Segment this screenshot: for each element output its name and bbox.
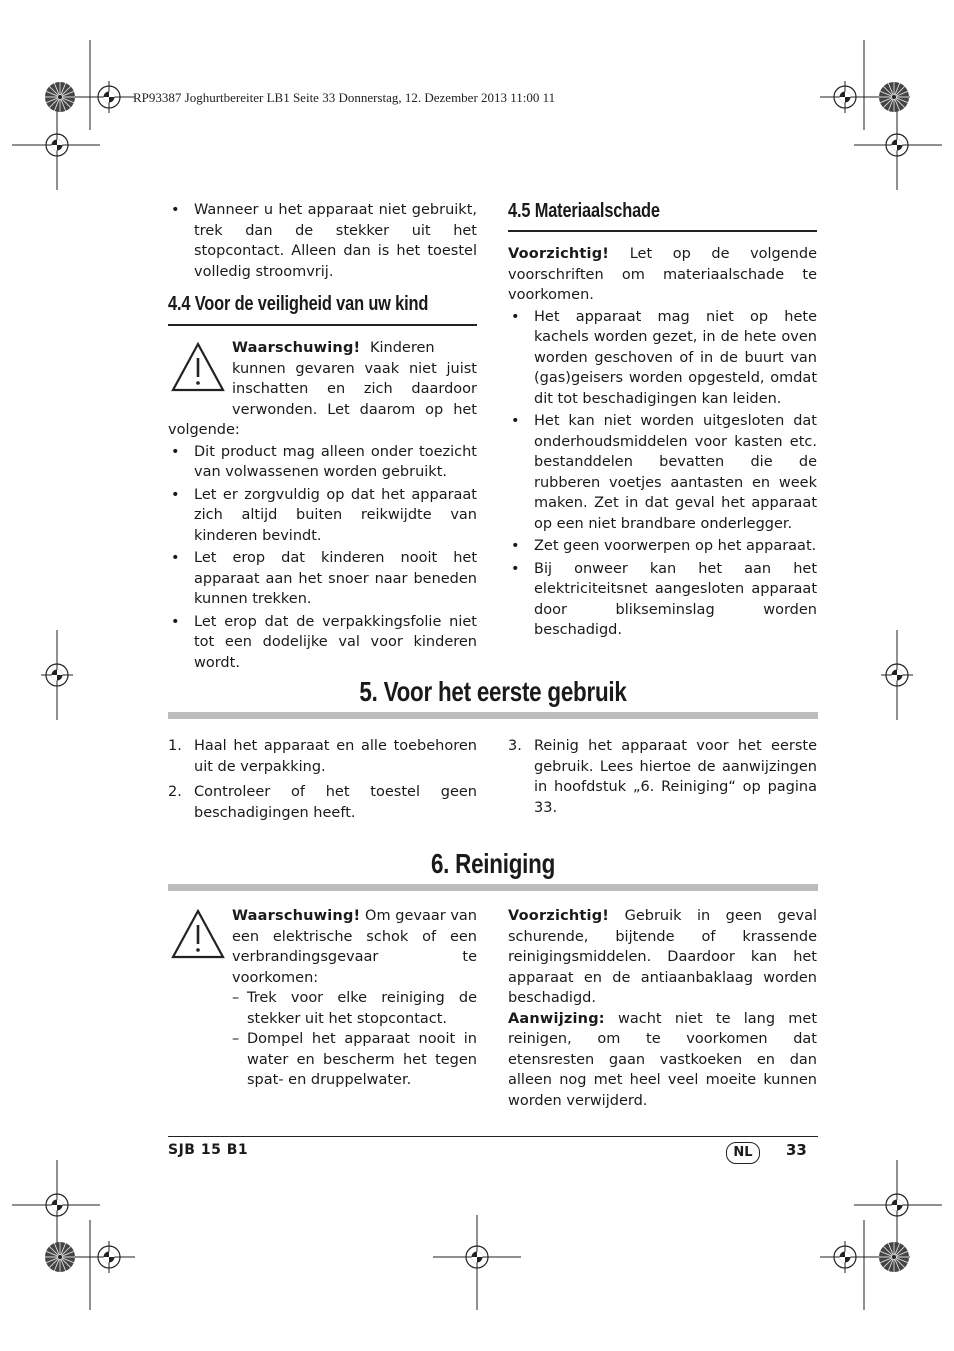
bullet-marker: • <box>171 550 180 566</box>
list-item <box>168 485 477 547</box>
warning-block-6 <box>232 906 477 1091</box>
heading-rule <box>508 230 817 232</box>
warning-label: Waarschuwing! <box>232 340 361 356</box>
right-column <box>508 244 817 643</box>
bullet-marker: • <box>171 486 180 503</box>
list-item-text: Let erop dat de verpakkingsfolie niet tot een dodelijke val voor kinderen wordt. <box>194 613 477 671</box>
list-item: – Trek voor elke reiniging de stekker uit het stopcontact. <box>232 990 477 1027</box>
list-item <box>168 548 477 610</box>
caution-text: Let op de volgende voorschriften om materiaalschade te voorkomen. <box>508 246 817 303</box>
list-item-text: Let er zorgvuldig op dat het apparaat zich altijd buiten reikwijdte van kinderen bevindt. <box>194 486 477 544</box>
caution-text: Gebruik in geen geval schurende, bijtende of krassende reinigingsmiddelen. Daardoor kan het apparaat en de antiaanbaklaag worden beschadigd. <box>508 908 817 1006</box>
warning-text: Kinderen kunnen gevaren vaak niet juist inschatten en zich daardoor verwonden. Let daarom op het volgende: <box>168 340 477 438</box>
bullet-list-4-4 <box>168 442 477 674</box>
bullet-marker: • <box>171 613 180 630</box>
warning-label: Waarschuwing! <box>232 908 361 924</box>
list-item-text: Bij onweer kan het aan het elektriciteitsnet aangesloten apparaat door blikseminslag worden beschadigd. <box>534 560 817 638</box>
left-column <box>168 200 477 284</box>
list-item-text: Let erop dat kinderen nooit het apparaat aan het snoer naar beneden kunnen trekken. <box>194 550 477 607</box>
bullet-list-4-5 <box>508 307 817 641</box>
warning-triangle-icon <box>170 908 226 960</box>
list-item: • Wanneer u het apparaat niet gebruikt, trek dan de stekker uit het stopcontact. Alleen dan is het toestel volledig stroomvrij. <box>171 202 477 280</box>
list-item: 3. Reinig het apparaat voor het eerste gebruik. Lees hiertoe de aanwijzingen in hoofdstuk „6. Reiniging“ op pagina 33. <box>508 738 817 816</box>
language-badge: NL <box>726 1142 760 1164</box>
list-item-text: Zet geen voorwerpen op het apparaat. <box>534 538 817 554</box>
caution-label: Voorzichtig! <box>508 908 610 924</box>
steps-right <box>508 736 817 823</box>
steps-left <box>168 736 477 828</box>
chapter-heading-6: 6. Reiniging <box>430 848 556 879</box>
warning-text: Om gevaar van een elektrische schok of een verbrandingsgevaar te voorkomen: <box>232 908 477 986</box>
list-item: – Dompel het apparaat nooit in water en bescherm het tegen spat- en druppelwater. <box>232 1031 477 1088</box>
print-header: RP93387 Joghurtbereiter LB1 Seite 33 Donnerstag, 12. Dezember 2013 11:00 11 <box>133 90 556 105</box>
note-text: wacht niet te lang met reinigen, om te voorkomen dat etensresten gaan vastkoeken en dan alleen nog met heel veel moeite kunnen worden verwijderd. <box>508 1010 818 1109</box>
section-heading-4-5: 4.5 Materiaalschade <box>508 200 660 222</box>
caution-label: Voorzichtig! <box>508 246 610 262</box>
list-item-text: Het apparaat mag niet op hete kachels worden gezet, in de hete oven worden geschoven of in de buurt van (gas)geisers worden opgesteld, omdat dit tot beschadigingen kan leiden. <box>534 308 817 407</box>
bullet-marker: • <box>511 538 520 554</box>
list-item <box>168 442 477 483</box>
page-number: 33 <box>786 1141 807 1159</box>
bullet-marker: • <box>171 443 180 460</box>
list-item: 1. Haal het apparaat en alle toebehoren uit de verpakking. <box>168 738 477 775</box>
list-item-text: Het kan niet worden uitgesloten dat onderhoudsmiddelen voor kasten etc. bestanddelen bevatten die de rubberen voetjes aantasten en week maken. Zet in dat geval het apparaat op een niet brandbare onderlegger. <box>534 413 817 532</box>
chapter-heading-5: 5. Voor het eerste gebruik <box>359 676 627 707</box>
list-item <box>508 536 817 557</box>
note-label: Aanwijzing: <box>508 1010 605 1027</box>
bullet-marker: • <box>511 560 520 577</box>
footer-rule <box>168 1136 818 1137</box>
list-item-text: Dit product mag alleen onder toezicht van volwassenen worden gebruikt. <box>194 443 477 480</box>
intro-bullet-text: Wanneer u het apparaat niet gebruikt, trek dan de stekker uit het stopcontact. Alleen dan is het toestel volledig stroomvrij. <box>194 202 477 280</box>
caution-block-6 <box>508 906 817 1111</box>
chapter-bar <box>168 884 818 891</box>
warning-text-4-4 <box>168 338 477 675</box>
list-item <box>508 559 817 641</box>
chapter-bar <box>168 712 818 719</box>
footer-model: SJB 15 B1 <box>168 1142 249 1158</box>
list-item <box>508 411 817 534</box>
list-item <box>168 612 477 674</box>
section-heading-4-4: 4.4 Voor de veiligheid van uw kind <box>168 293 429 315</box>
list-item: 2. Controleer of het toestel geen beschadigingen heeft. <box>168 784 477 821</box>
bullet-marker: • <box>511 308 520 325</box>
heading-rule <box>168 324 477 326</box>
list-item <box>508 307 817 410</box>
bullet-marker: • <box>511 413 520 429</box>
